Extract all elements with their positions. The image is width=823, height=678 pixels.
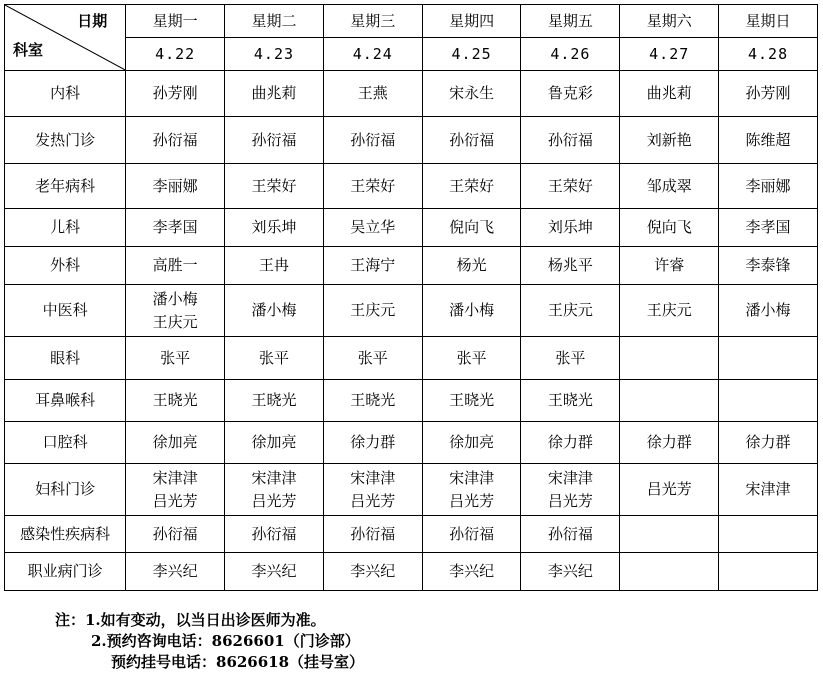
doctor-name: 宋津津 [350,468,396,487]
doctor-cell [620,117,719,164]
doctor-cell [225,422,324,464]
doctor-cell [323,380,422,422]
table-row [5,464,818,516]
doctor-name: 吕光芳 [251,491,297,510]
doctor-name: 张平 [555,348,586,367]
doctor-name: 李兴纪 [350,562,396,580]
table-row [5,285,818,337]
doctor-name: 王庆元 [152,312,198,331]
doctor-name: 王晓光 [449,391,495,409]
doctor-name: 孙衍福 [350,524,396,543]
doctor-cell [422,464,521,516]
doctor-cell [422,164,521,209]
date-header: 4.27 [620,38,719,71]
doctor-name: 王荣好 [350,176,396,195]
department-name: 内科 [5,71,126,117]
date-header: 4.23 [225,38,324,71]
doctor-cell [323,117,422,164]
doctor-name: 邹成翠 [646,176,692,195]
doctor-cell [521,247,620,285]
department-name: 外科 [5,247,126,285]
header-row-dates [5,38,818,71]
doctor-name: 王荣好 [449,176,495,195]
doctor-name: 王海宁 [350,256,396,274]
doctor-name: 高胜一 [152,256,198,274]
doctor-name: 鲁克彩 [547,84,593,102]
doctor-cell [323,464,422,516]
doctor-cell [323,164,422,209]
department-name: 中医科 [5,285,126,337]
note-line-1: 注：1.如有变动，以当日出诊医师为准。 [55,611,326,629]
doctor-name: 孙芳刚 [152,84,198,102]
doctor-name: 张平 [357,348,388,367]
doctor-cell [620,209,719,247]
doctor-name: 徐力群 [745,433,791,451]
doctor-name: 潘小梅 [449,301,495,319]
doctor-name: 杨兆平 [547,256,593,274]
doctor-name: 徐力群 [547,433,593,451]
doctor-cell [225,117,324,164]
doctor-cell [225,380,324,422]
doctor-name: 曲兆莉 [646,84,692,102]
doctor-name: 潘小梅 [745,301,791,319]
table-row [5,71,818,117]
doctor-name: 倪向飞 [449,218,495,236]
doctor-name: 王晓光 [152,391,198,409]
doctor-name: 徐力群 [646,433,692,451]
doctor-name: 李丽娜 [152,176,198,195]
doctor-cell [521,553,620,591]
doctor-cell [422,117,521,164]
doctor-cell [422,209,521,247]
doctor-cell [620,516,719,553]
doctor-name: 宋津津 [152,468,198,487]
table-row [5,422,818,464]
note-line-3: 预约挂号电话：8626618（挂号室） [111,653,365,671]
date-header: 4.26 [521,38,620,71]
doctor-cell [422,553,521,591]
doctor-cell [521,164,620,209]
doctor-cell [620,247,719,285]
department-name: 发热门诊 [5,117,126,164]
doctor-cell [521,422,620,464]
doctor-name: 杨光 [456,256,487,274]
doctor-cell [620,464,719,516]
doctor-name: 李兴纪 [449,562,495,580]
day-header: 星期五 [521,5,620,38]
doctor-cell [620,380,719,422]
date-header: 4.22 [126,38,225,71]
doctor-name: 王晓光 [251,391,297,409]
doctor-name: 张平 [160,348,191,367]
doctor-name: 孙衍福 [350,130,396,149]
doctor-name: 王庆元 [646,301,692,319]
doctor-name: 王晓光 [547,391,593,409]
doctor-cell [521,464,620,516]
doctor-name: 倪向飞 [646,218,692,236]
doctor-name: 刘新艳 [646,130,692,149]
doctor-name: 孙衍福 [547,524,593,543]
doctor-name: 许睿 [654,256,685,274]
doctor-cell [323,516,422,553]
doctor-name: 宋永生 [449,84,495,102]
doctor-cell [521,209,620,247]
doctor-cell [126,209,225,247]
doctor-cell [422,247,521,285]
doctor-name: 孙衍福 [152,524,198,543]
doctor-name: 吕光芳 [350,491,396,510]
doctor-cell [521,71,620,117]
doctor-cell [521,117,620,164]
doctor-name: 吴立华 [350,218,396,236]
table-row [5,209,818,247]
table-row [5,337,818,380]
doctor-cell [126,164,225,209]
table-row [5,516,818,553]
doctor-name: 刘乐坤 [547,218,593,236]
doctor-cell [126,464,225,516]
doctor-cell [719,164,818,209]
day-header: 星期六 [620,5,719,38]
doctor-cell [126,285,225,337]
doctor-cell [422,422,521,464]
table-row [5,247,818,285]
day-header: 星期三 [323,5,422,38]
doctor-cell [323,71,422,117]
doctor-cell [620,285,719,337]
duty-schedule-table [4,4,818,591]
doctor-cell [719,422,818,464]
doctor-name: 孙衍福 [251,130,297,149]
doctor-name: 王荣好 [547,176,593,195]
doctor-cell [422,516,521,553]
doctor-cell [620,337,719,380]
doctor-name: 宋津津 [745,480,791,498]
doctor-cell [225,553,324,591]
doctor-name: 孙衍福 [152,130,198,149]
doctor-name: 李孝国 [745,218,791,236]
doctor-cell [323,209,422,247]
day-header: 星期四 [422,5,521,38]
doctor-cell [225,337,324,380]
doctor-cell [323,247,422,285]
doctor-cell [422,285,521,337]
doctor-name: 陈维超 [745,130,791,149]
doctor-name: 孙衍福 [449,130,495,149]
doctor-cell [225,209,324,247]
date-header: 4.25 [422,38,521,71]
department-name: 感染性疾病科 [5,516,126,553]
doctor-name: 张平 [258,348,289,367]
doctor-cell [323,337,422,380]
doctor-name: 李丽娜 [745,176,791,195]
department-name: 口腔科 [5,422,126,464]
doctor-name: 吕光芳 [152,491,198,510]
schedule-body [5,71,818,591]
doctor-name: 宋津津 [547,468,593,487]
doctor-cell [126,516,225,553]
doctor-cell [225,464,324,516]
doctor-name: 王冉 [258,256,289,274]
doctor-name: 孙衍福 [449,524,495,543]
table-row [5,380,818,422]
department-name: 职业病门诊 [5,553,126,591]
doctor-cell [521,285,620,337]
doctor-name: 王荣好 [251,176,297,195]
doctor-cell [719,247,818,285]
doctor-name: 李兴纪 [152,562,198,580]
doctor-cell [126,422,225,464]
doctor-cell [225,516,324,553]
doctor-cell [422,380,521,422]
doctor-cell [620,71,719,117]
doctor-name: 李孝国 [152,218,198,236]
doctor-name: 王庆元 [350,301,396,319]
doctor-cell [620,164,719,209]
day-header: 星期二 [225,5,324,38]
doctor-name: 徐加亮 [449,433,495,451]
doctor-name: 吕光芳 [547,491,593,510]
doctor-cell [225,164,324,209]
doctor-cell [126,380,225,422]
day-header: 星期日 [719,5,818,38]
doctor-cell [719,380,818,422]
department-name: 老年病科 [5,164,126,209]
doctor-name: 刘乐坤 [251,218,297,236]
doctor-name: 李泰锋 [745,256,791,274]
department-name: 妇科门诊 [5,464,126,516]
doctor-cell [323,553,422,591]
doctor-cell [521,516,620,553]
doctor-cell [719,285,818,337]
doctor-name: 曲兆莉 [251,84,297,102]
doctor-cell [225,247,324,285]
doctor-name: 徐力群 [350,433,396,451]
doctor-cell [126,71,225,117]
doctor-name: 李兴纪 [251,562,297,580]
doctor-cell [719,464,818,516]
doctor-name: 孙衍福 [547,130,593,149]
doctor-cell [126,117,225,164]
doctor-name: 王晓光 [350,391,396,409]
doctor-cell [719,209,818,247]
doctor-cell [719,337,818,380]
department-name: 儿科 [5,209,126,247]
doctor-cell [126,247,225,285]
doctor-cell [422,71,521,117]
doctor-cell [620,553,719,591]
doctor-cell [719,71,818,117]
corner-dept-label: 科室 [13,41,44,59]
doctor-name: 王庆元 [547,301,593,319]
doctor-name: 孙衍福 [251,524,297,543]
doctor-name: 吕光芳 [646,480,692,498]
doctor-name: 王燕 [357,84,388,102]
doctor-cell [323,422,422,464]
doctor-name: 吕光芳 [449,491,495,510]
doctor-cell [719,553,818,591]
doctor-cell [323,285,422,337]
department-name: 耳鼻喉科 [5,380,126,422]
doctor-name: 徐加亮 [152,433,198,451]
doctor-name: 宋津津 [449,468,495,487]
doctor-cell [126,553,225,591]
doctor-cell [225,71,324,117]
doctor-name: 徐加亮 [251,433,297,451]
doctor-cell [521,337,620,380]
doctor-cell [521,380,620,422]
doctor-name: 潘小梅 [251,301,297,319]
department-name: 眼科 [5,337,126,380]
doctor-cell [719,117,818,164]
table-row [5,553,818,591]
corner-date-label: 日期 [77,12,108,30]
doctor-name: 潘小梅 [152,289,198,308]
doctor-cell [225,285,324,337]
date-header: 4.24 [323,38,422,71]
note-line-2: 2.预约咨询电话：8626601（门诊部） [91,632,360,650]
day-header: 星期一 [126,5,225,38]
notes-section [55,610,364,673]
corner-header-cell [5,5,126,71]
doctor-name: 李兴纪 [547,562,593,580]
doctor-cell [620,422,719,464]
date-header: 4.28 [719,38,818,71]
doctor-cell [422,337,521,380]
doctor-name: 孙芳刚 [745,84,791,102]
doctor-cell [719,516,818,553]
table-row [5,117,818,164]
table-row [5,164,818,209]
header-row-days [5,5,818,38]
doctor-name: 张平 [456,348,487,367]
doctor-name: 宋津津 [251,468,297,487]
doctor-cell [126,337,225,380]
